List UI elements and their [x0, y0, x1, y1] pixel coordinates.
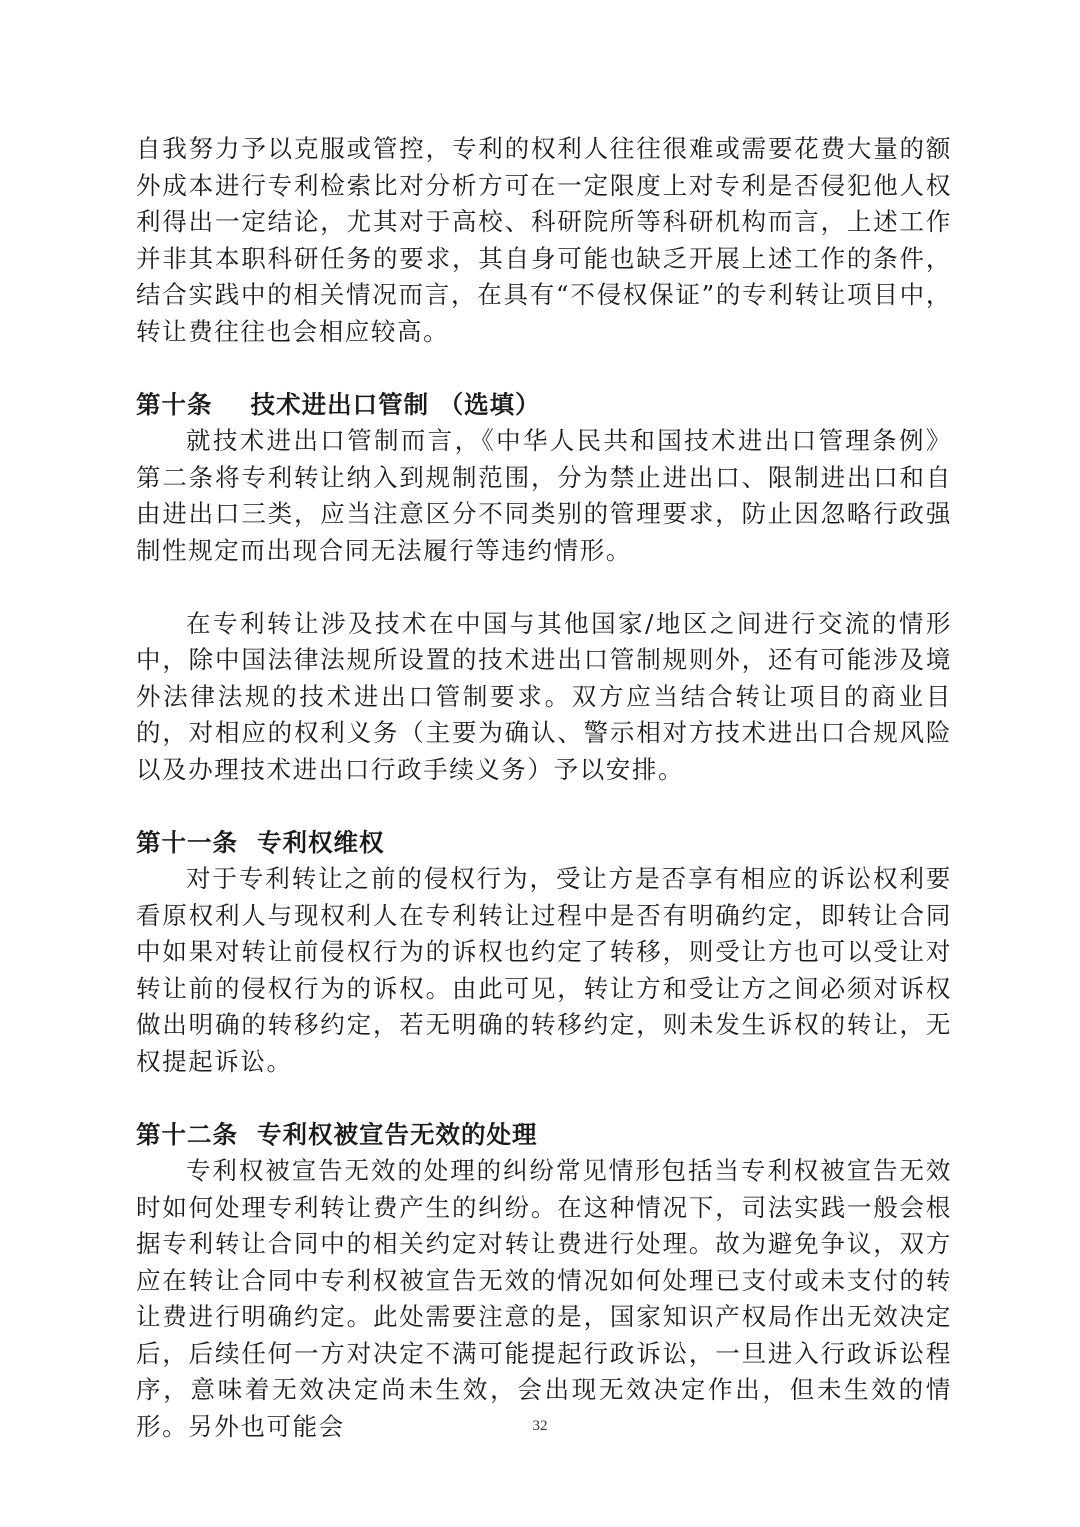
- spacer: [136, 788, 952, 825]
- article-10-paragraph-1: 就技术进出口管制而言，《中华人民共和国技术进出口管理条例》第二条将专利转让纳入到规制范围，分为禁止进出口、限制进出口和自由进出口三类，应当注意区分不同类别的管理要求，防止因忽略行政强制性规定而出现合同无法履行等违约情形。: [136, 426, 952, 565]
- article-11-heading: 第十一条 专利权维权: [136, 827, 385, 857]
- article-10-heading: 第十条 技术进出口管制 （选填）: [136, 389, 541, 419]
- spacer: [136, 1080, 952, 1117]
- article-12-heading: 第十二条 专利权被宣告无效的处理: [136, 1119, 538, 1149]
- article-11-paragraph-1: 对于专利转让之前的侵权行为，受让方是否享有相应的诉讼权利要看原权利人与现权利人在专利转让过程中是否有明确约定，即转让合同中如果对转让前侵权行为的诉权也约定了转移，则受让方也可以受让对转让前的侵权行为的诉权。由此可见，转让方和受让方之间必须对诉权做出明确的转移约定，若无明确的转移约定，则未发生诉权的转让，无权提起诉讼。: [136, 864, 952, 1076]
- intro-paragraph: 自我努力予以克服或管控，专利的权利人往往很难或需要花费大量的额外成本进行专利检索比对分析方可在一定限度上对专利是否侵犯他人权利得出一定结论，尤其对于高校、科研院所等科研机构而言，上述工作并非其本职科研任务的要求，其自身可能也缺乏开展上述工作的条件，结合实践中的相关情况而言，在具有“不侵权保证”的专利转让项目中，转让费往往也会相应较高。: [136, 134, 952, 346]
- spacer: [136, 350, 952, 387]
- article-10-paragraph-2: 在专利转让涉及技术在中国与其他国家/地区之间进行交流的情形中，除中国法律法规所设置的技术进出口管制规则外，还有可能涉及境外法律法规的技术进出口管制要求。双方应当结合转让项目的商业目的，对相应的权利义务（主要为确认、警示相对方技术进出口合规风险以及办理技术进出口行政手续义务）予以安排。: [136, 608, 952, 784]
- document-body: [136, 131, 952, 1445]
- page-number: 32: [532, 1418, 548, 1434]
- article-12-paragraph-1: 专利权被宣告无效的处理的纠纷常见情形包括当专利权被宣告无效时如何处理专利转让费产生的纠纷。在这种情况下，司法实践一般会根据专利转让合同中的相关约定对转让费进行处理。故为避免争议，双方应在转让合同中专利权被宣告无效的情况如何处理已支付或未支付的转让费进行明确约定。此处需要注意的是，国家知识产权局作出无效决定后，后续任何一方对决定不满可能提起行政诉讼，一旦进入行政诉讼程序，意味着无效决定尚未生效，会出现无效决定作出，但未生效的情形。另外也可能会: [136, 1156, 952, 1441]
- spacer: [136, 569, 952, 606]
